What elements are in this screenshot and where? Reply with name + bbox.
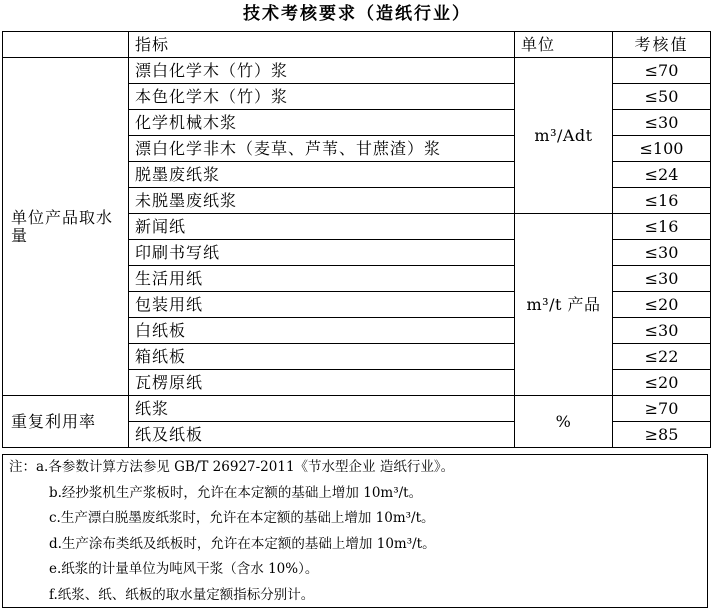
note-a: 注：a.各参数计算方法参见 GB/T 26927-2011《节水型企业 造纸行业》。	[9, 459, 455, 475]
indicator-cell: 印刷书写纸	[129, 240, 515, 266]
document-title: 技术考核要求（造纸行业）	[243, 4, 471, 24]
value-cell: ≤24	[613, 162, 711, 188]
indicator-cell: 化学机械木浆	[129, 110, 515, 136]
indicator-cell: 箱纸板	[129, 344, 515, 370]
notes-box	[2, 454, 708, 608]
value-cell: ≤30	[613, 240, 711, 266]
header-category-cell	[3, 32, 129, 58]
indicator-cell: 本色化学木（竹）浆	[129, 84, 515, 110]
table-row	[3, 58, 711, 84]
table-row	[3, 396, 711, 422]
indicator-cell: 纸及纸板	[129, 422, 515, 448]
category-cell: 重复利用率	[3, 396, 129, 448]
value-cell: ≤22	[613, 344, 711, 370]
note-c: c.生产漂白脱墨废纸浆时，允许在本定额的基础上增加 10m³/t。	[49, 510, 435, 527]
requirements-table	[2, 31, 711, 448]
indicator-cell: 生活用纸	[129, 266, 515, 292]
header-indicator: 指标	[129, 32, 515, 58]
indicator-cell: 未脱墨废纸浆	[129, 188, 515, 214]
value-cell: ≥70	[613, 396, 711, 422]
note-f: f.纸浆、纸、纸板的取水量定额指标分别计。	[49, 587, 315, 603]
indicator-cell: 白纸板	[129, 318, 515, 344]
indicator-cell: 纸浆	[129, 396, 515, 422]
indicator-cell: 漂白化学木（竹）浆	[129, 58, 515, 84]
value-cell: ≤30	[613, 318, 711, 344]
indicator-cell: 瓦楞原纸	[129, 370, 515, 396]
value-cell: ≤100	[613, 136, 711, 162]
indicator-cell: 新闻纸	[129, 214, 515, 240]
value-cell: ≤20	[613, 370, 711, 396]
indicator-cell: 脱墨废纸浆	[129, 162, 515, 188]
header-value: 考核值	[613, 32, 711, 58]
category-cell: 单位产品取水量	[3, 58, 129, 396]
header-row	[3, 32, 711, 58]
unit-cell: m³/Adt	[515, 58, 613, 214]
header-unit: 单位	[515, 32, 613, 58]
value-cell: ≤30	[613, 266, 711, 292]
note-d: d.生产涂布类纸及纸板时，允许在本定额的基础上增加 10m³/t。	[49, 535, 436, 552]
value-cell: ≤16	[613, 188, 711, 214]
note-e: e.纸浆的计量单位为吨风干浆（含水 10%）。	[49, 561, 319, 578]
value-cell: ≤16	[613, 214, 711, 240]
value-cell: ≤20	[613, 292, 711, 318]
unit-cell: m³/t 产品	[515, 214, 613, 396]
note-b: b.经抄浆机生产浆板时，允许在本定额的基础上增加 10m³/t。	[49, 484, 423, 501]
value-cell: ≥85	[613, 422, 711, 448]
requirements-table-body	[3, 32, 711, 448]
indicator-cell: 包装用纸	[129, 292, 515, 318]
unit-cell: %	[515, 396, 613, 448]
value-cell: ≤30	[613, 110, 711, 136]
value-cell: ≤50	[613, 84, 711, 110]
value-cell: ≤70	[613, 58, 711, 84]
indicator-cell: 漂白化学非木（麦草、芦苇、甘蔗渣）浆	[129, 136, 515, 162]
